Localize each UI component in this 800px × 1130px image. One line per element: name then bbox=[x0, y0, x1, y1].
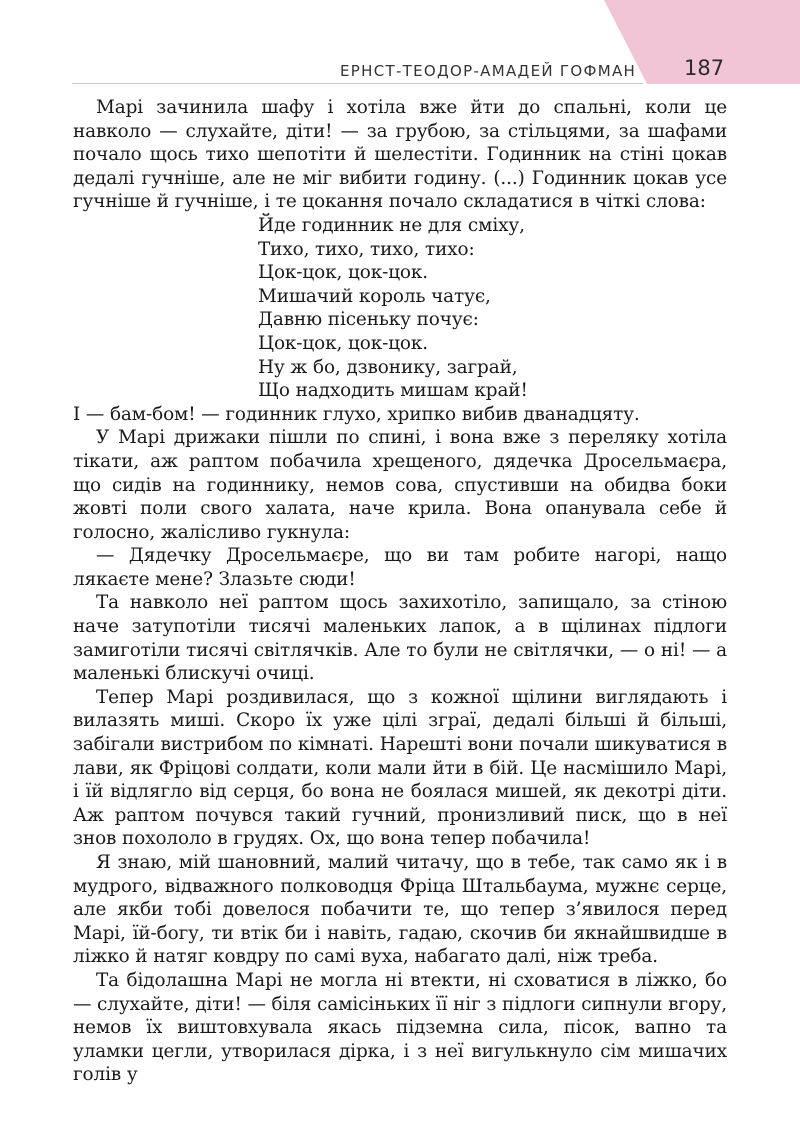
poem-line-5: Давню пісеньку почує: bbox=[258, 309, 479, 331]
page-number: 187 bbox=[684, 56, 725, 80]
paragraph-3: У Марі дрижаки пішли по спині, і вона вже з переляку хотіла тікати, аж раптом побачила хрещеного, дядечка Дросельмаєра, що сидів на годиннику, немов сова, спустивши на обидва боки жовті поли свого халата, наче крила. Вона опанувала себе й голосно, жалісливо гукнула: bbox=[73, 427, 727, 543]
poem-line-2: Тихо, тихо, тихо, тихо: bbox=[258, 238, 475, 260]
paragraph-2: І — бам-бом! — годинник глухо, хрипко вибив дванадцяту. bbox=[73, 403, 640, 425]
poem-line-3: Цок-цок, цок-цок. bbox=[258, 262, 429, 284]
poem-line-4: Мишачий король чатує, bbox=[258, 285, 491, 307]
paragraph-4: — Дядечку Дросельмаєре, що ви там робите нагорі, нащо лякаєте мене? Злазьте сюди! bbox=[73, 545, 727, 590]
running-head-author: ЕРНСТ-ТЕОДОР-АМАДЕЙ ГОФМАН bbox=[340, 62, 637, 80]
paragraph-6: Тепер Марі роздивилася, що з кожної щілини виглядають і вилазять миші. Скоро їх уже цілі зграї, дедалі більші й більші, забігали вистрибом по кімнаті. Нарешті вони почали шикуватися в лави, як Фріцові солдати, коли мали йти в бій. Це насмішило Марі, і їй відлягло від серця, бо вона не боялася мишей, як декотрі діти. Аж раптом почувся такий гучний, пронизливий писк, що в неї знов похололо в грудях. Ох, що вона тепер побачила! bbox=[73, 686, 727, 850]
paragraph-1: Марі зачинила шафу і хотіла вже йти до спальні, коли це навколо — слухайте, діти! — за грубою, за стільцями, за шафами почало щось тихо шепотіти й шелестіти. Годинник на стіні цокав дедалі гучніше, але не міг вибити годину. (...) Годинник цокав усе гучніше й гучніше, і те цокання почало складатися в чіткі слова: bbox=[73, 97, 727, 213]
paragraph-5: Та навколо неї раптом щось захихотіло, запищало, за стіною наче затупотіли тисячі маленьких лапок, а в щілинах підлоги замиготіли тисячі світлячків. Але то були не світлячки, — о ні! — а маленькі блискучі очиці. bbox=[73, 592, 727, 685]
poem-line-7: Ну ж бо, дзвонику, заграй, bbox=[258, 356, 518, 378]
poem-line-6: Цок-цок, цок-цок. bbox=[258, 332, 429, 354]
poem-line-1: Йде годинник не для сміху, bbox=[258, 214, 525, 236]
poem-line-8: Що надходить мишам край! bbox=[258, 380, 528, 402]
paragraph-8: Та бідолашна Марі не могла ні втекти, ні сховатися в ліжко, бо — слухайте, діти! — біля самісіньких її ніг з підлоги сипнули вгору, немов їх виштовхувала якась підземна сила, пісок, вапно та уламки цегли, утворилася дірка, і з неї вигулькнуло сім мишачих голів у bbox=[73, 969, 727, 1086]
paragraph-7: Я знаю, мій шановний, малий читачу, що в тебе, так само як і в мудрого, відважного полководця Фріца Штальбаума, мужнє серце, але якби тобі довелося побачити те, що тепер з’явилося перед Марі, їй-богу, ти втік би і навіть, гадаю, скочив би якнайшвидше в ліжко й натяг ковдру по самі вуха, набагато далі, ніж треба. bbox=[73, 852, 727, 968]
header-rule bbox=[72, 83, 643, 84]
clock-poem bbox=[258, 214, 727, 403]
body-text bbox=[73, 96, 727, 1087]
